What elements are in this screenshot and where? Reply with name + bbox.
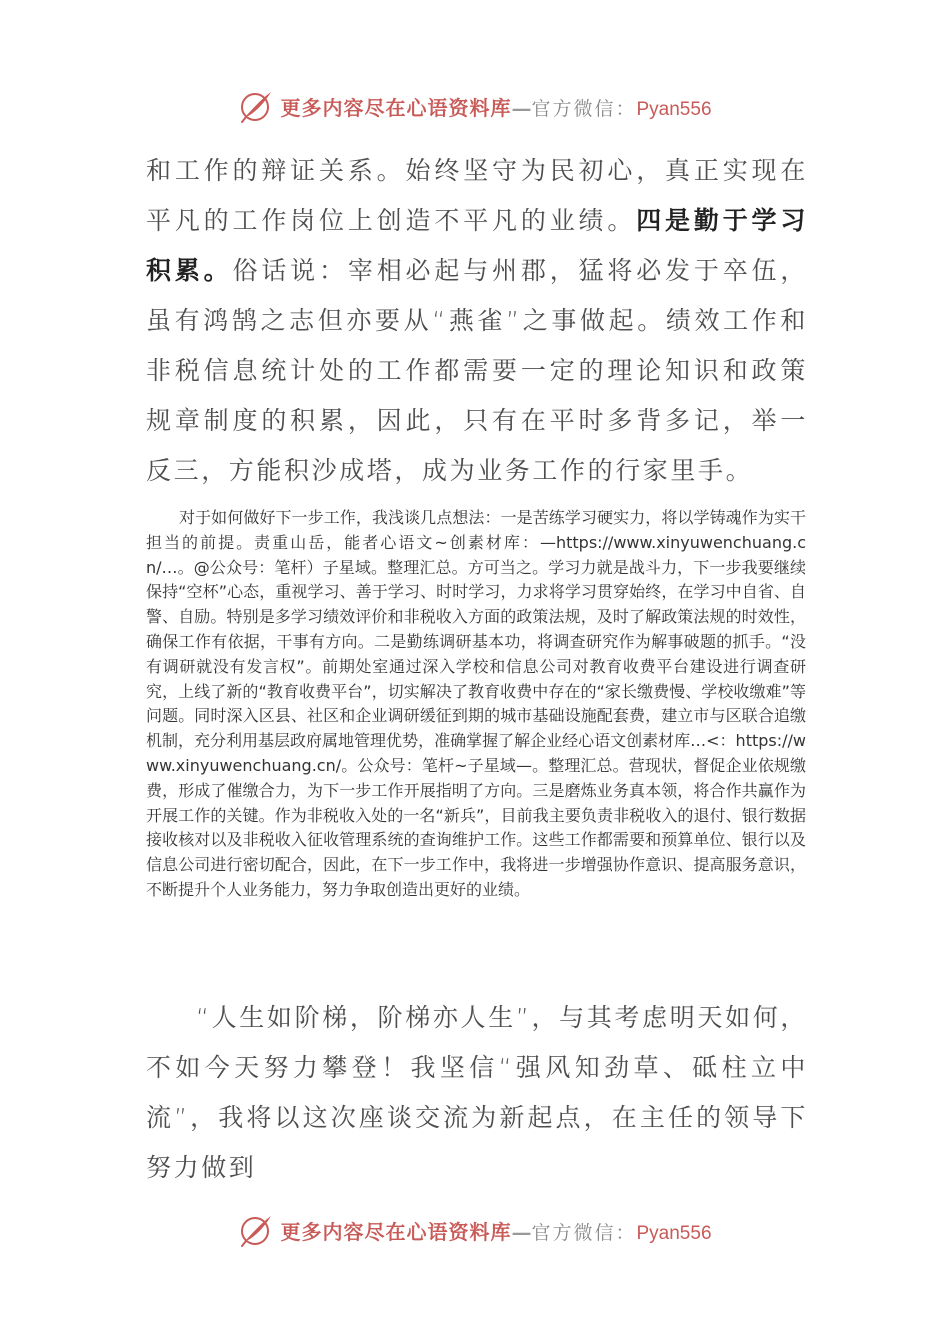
paragraph-heading-bold: 四是勤于学习积累。 — [146, 206, 808, 285]
paragraph-next-steps: 对于如何做好下一步工作，我浅谈几点想法：一是苦练学习硬实力，将以学铸魂作为实干担当的前提。责重山岳，能者心语文~创素材库：—https://www.xinyuwenchuang.cn/…。@公众号：笔杆）子星域。整理汇总。方可当之。学习力就是战斗力，下一步我要继续保持“空杯”心态，重视学习、善于学习、时时学习，力求将学习贯穿始终，在学习中自省、自警、自励。特别是多学习绩效评价和非税收入方面的政策法规，及时了解政策法规的时效性，确保工作有依据，干事有方向。二是勤练调研基本功，将调查研究作为解事破题的抓手。“没有调研就没有发言权”。前期处室通过深入学校和信息公司对教育收费平台建设进行调查研究，上线了新的“教育收费平台”，切实解决了教育收费中存在的“家长缴费慢、学校收缴难”等问题。同时深入区县、社区和企业调研缓征到期的城市基础设施配套费，建立市与区联合追缴机制，充分利用基层政府属地管理优势，准确掌握了解企业经心语文创素材库…<：https://www.xinyuwenchuang.cn/。公众号：笔杆~子星域—。整理汇总。营现状，督促企业依规缴费，形成了催缴合力，为下一步工作开展指明了方向。三是磨炼业务真本领，将合作共赢作为开展工作的关键。作为非税收入处的一名“新兵”，目前我主要负责非税收入的退付、银行数据接收核对以及非税收入征收管理系统的查询维护工作。这些工作都需要和预算单位、银行以及信息公司进行密切配合，因此，在下一步工作中，我将进一步增强协作意识、提高服务意识，不断提升个人业务能力，努力争取创造出更好的业绩。 — [146, 508, 806, 899]
banner-title: 更多内容尽在心语资料库 — [280, 95, 512, 120]
banner-wechat-id: Pyan556 — [636, 1222, 712, 1244]
paragraph-text: 俗话说：宰相必起与州郡，猛将必发于卒伍，虽有鸿鹄之志但亦要从“燕雀”之事做起。绩效工作和非税信息统计处的工作都需要一定的理论知识和政策规章制度的积累，因此，只有在平时多背多记，举一反三，方能积沙成塔，成为业务工作的行家里手。 — [146, 256, 808, 485]
footer-banner — [0, 1208, 950, 1252]
banner-wechat-id: Pyan556 — [636, 98, 712, 120]
paragraph-learning — [146, 146, 808, 496]
header-banner — [0, 84, 950, 128]
quill-pen-logo-icon — [238, 1212, 274, 1248]
banner-separator: — — [511, 95, 532, 120]
banner-separator: — — [511, 1219, 532, 1244]
quill-pen-logo-icon — [238, 88, 274, 124]
paragraph-conclusion: “人生如阶梯，阶梯亦人生”，与其考虑明天如何，不如今天努力攀登！我坚信“强风知劲草、砥柱立中流”，我将以这次座谈交流为新起点，在主任的领导下努力做到 — [146, 1003, 808, 1182]
paragraph-text: 和工作的辩证关系。始终坚守为民初心，真正实现在平凡的工作岗位上创造不平凡的业绩。 — [146, 156, 808, 235]
banner-wechat-label: 官方微信： — [531, 97, 637, 120]
banner-wechat-label: 官方微信： — [531, 1221, 637, 1244]
banner-title: 更多内容尽在心语资料库 — [280, 1219, 512, 1244]
